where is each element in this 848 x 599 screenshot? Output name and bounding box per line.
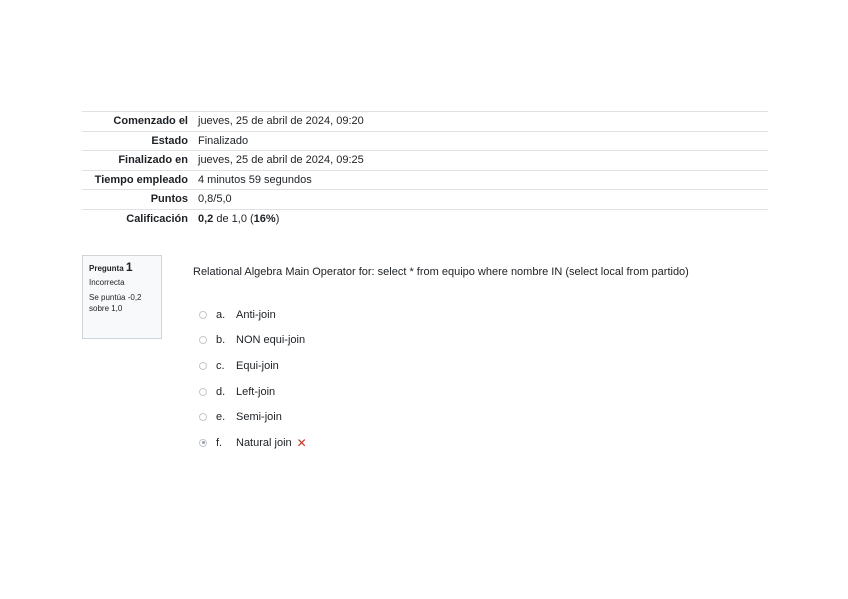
grade-close: )	[275, 212, 280, 225]
answer-option-d[interactable]	[199, 379, 307, 405]
answer-option-f[interactable]	[199, 430, 307, 456]
question-number-value: 1	[125, 260, 133, 274]
grade-value	[194, 209, 768, 228]
radio-button-selected[interactable]	[199, 439, 207, 447]
answer-letter: d.	[216, 385, 226, 398]
answer-text: Anti-join	[236, 308, 276, 321]
summary-label: Comenzado el	[82, 112, 194, 132]
radio-button[interactable]	[199, 413, 207, 421]
answer-options	[199, 302, 307, 456]
radio-button[interactable]	[199, 336, 207, 344]
answer-option-a[interactable]	[199, 302, 307, 328]
answer-text: Natural join	[236, 436, 292, 449]
summary-label: Calificación	[82, 209, 194, 228]
summary-label: Estado	[82, 131, 194, 151]
grade-of-text: de 1,0 (	[213, 212, 254, 225]
radio-button[interactable]	[199, 388, 207, 396]
question-info-box	[82, 255, 162, 339]
summary-row-started	[82, 112, 768, 132]
summary-row-time-taken	[82, 170, 768, 190]
grade-score: 0,2	[198, 212, 214, 225]
incorrect-x-icon: ✕	[296, 435, 307, 450]
answer-text: Left-join	[236, 385, 276, 398]
summary-value: 0,8/5,0	[194, 190, 768, 210]
question-state: Incorrecta	[89, 278, 125, 287]
answer-letter: e.	[216, 411, 226, 424]
answer-option-e[interactable]	[199, 404, 307, 430]
summary-value: jueves, 25 de abril de 2024, 09:20	[194, 112, 768, 132]
attempt-summary-table	[82, 111, 768, 228]
answer-text: Semi-join	[236, 411, 282, 424]
question-label: Pregunta	[89, 264, 124, 273]
question-number	[89, 262, 155, 274]
summary-value: 4 minutos 59 segundos	[194, 170, 768, 190]
summary-value: Finalizado	[194, 131, 768, 151]
answer-letter: a.	[216, 308, 226, 321]
summary-label: Tiempo empleado	[82, 170, 194, 190]
summary-row-grade	[82, 209, 768, 228]
answer-letter: f.	[216, 436, 223, 449]
summary-row-finished	[82, 151, 768, 171]
summary-label: Finalizado en	[82, 151, 194, 171]
answer-letter: b.	[216, 334, 226, 347]
summary-row-state	[82, 131, 768, 151]
answer-letter: c.	[216, 359, 225, 372]
answer-text: Equi-join	[236, 359, 279, 372]
grade-percent: 16%	[253, 212, 276, 225]
summary-value: jueves, 25 de abril de 2024, 09:25	[194, 151, 768, 171]
summary-label: Puntos	[82, 190, 194, 210]
question-mark: Se puntúa -0,2 sobre 1,0	[89, 293, 142, 313]
answer-text: NON equi-join	[236, 334, 306, 347]
answer-option-c[interactable]	[199, 353, 307, 379]
question-text: Relational Algebra Main Operator for: select * from equipo where nombre IN (select local from partido)	[193, 266, 689, 278]
answer-option-b[interactable]	[199, 328, 307, 354]
radio-button[interactable]	[199, 311, 207, 319]
radio-button[interactable]	[199, 362, 207, 370]
summary-row-points	[82, 190, 768, 210]
